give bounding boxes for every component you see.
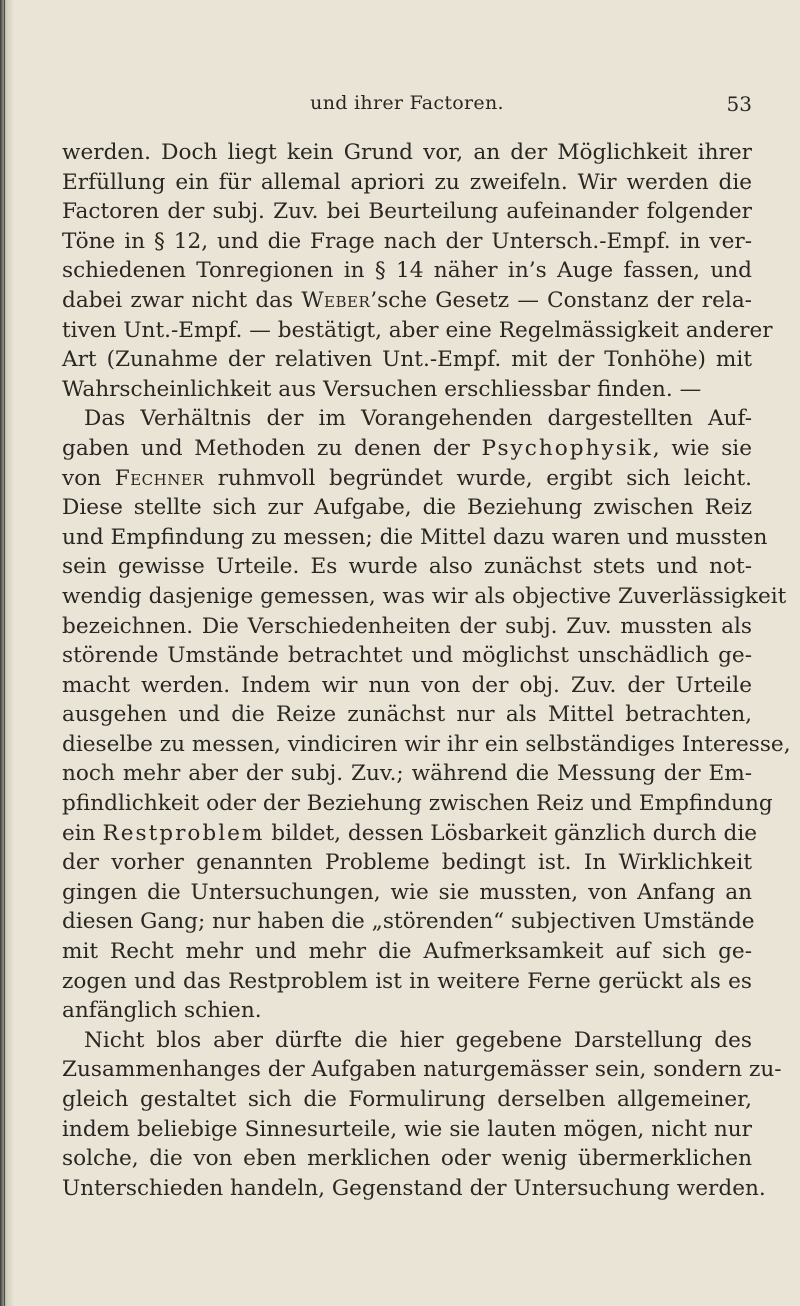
text-line: Factoren der subj. Zuv. bei Beurteilung aufeinander folgender	[62, 199, 752, 225]
text-line: sein gewisse Urteile. Es wurde also zunächst stets und not-	[62, 554, 752, 580]
text-line: und Empfindung zu messen; die Mittel dazu waren und mussten	[62, 524, 768, 550]
page-header	[62, 92, 752, 118]
text-line: indem beliebige Sinnesurteile, wie sie lauten mögen, nicht nur	[62, 1116, 752, 1142]
text-line: schiedenen Tonregionen in § 14 näher in’s Auge fassen, und	[62, 258, 752, 284]
text-line: ausgehen und die Reize zunächst nur als Mittel betrachten,	[62, 702, 752, 728]
text-line: tiven Unt.-Empf. — bestätigt, aber eine Regelmässigkeit anderer	[62, 317, 773, 343]
text-fragment: gaben und Methoden zu denen der	[62, 435, 482, 461]
text-line: Zusammenhanges der Aufgaben naturgemässer sein, sondern zu-	[62, 1057, 782, 1083]
text-fragment: von	[62, 465, 115, 491]
term-psychophysik: Psychophysik	[481, 435, 653, 461]
text-fragment: dabei zwar nicht das	[62, 287, 302, 313]
body-text	[62, 138, 791, 1203]
text-line: werden. Doch liegt kein Grund vor, an der Möglichkeit ihrer	[62, 140, 752, 165]
text-line: solche, die von eben merklichen oder wenig übermerklichen	[62, 1146, 752, 1172]
text-line: gingen die Untersuchungen, wie sie mussten, von Anfang an	[62, 879, 752, 905]
text-fragment: , wie sie	[652, 435, 752, 461]
name-weber: Weber	[301, 287, 371, 313]
text-line: noch mehr aber der subj. Zuv.; während die Messung der Em-	[62, 761, 752, 787]
text-line: Diese stellte sich zur Aufgabe, die Beziehung zwischen Reiz	[62, 495, 752, 521]
text-fragment: ein	[62, 820, 103, 846]
text-line: störende Umstände betrachtet und möglichst unschädlich ge-	[62, 643, 752, 669]
text-line: Art (Zunahme der relativen Unt.-Empf. mit der Tonhöhe) mit	[62, 347, 752, 373]
text-line	[62, 464, 752, 494]
text-line	[62, 434, 752, 464]
text-line: wendig dasjenige gemessen, was wir als objective Zuverlässigkeit	[62, 583, 787, 609]
text-line: bezeichnen. Die Verschiedenheiten der subj. Zuv. mussten als	[62, 613, 752, 639]
text-fragment: ’sche Gesetz — Constanz der rela-	[370, 287, 752, 313]
text-line: diesen Gang; nur haben die „störenden“ subjectiven Umstände	[62, 909, 755, 935]
text-line: gleich gestaltet sich die Formulirung derselben allgemeiner,	[62, 1087, 752, 1112]
page-binding-edge	[0, 0, 14, 1306]
text-line: Wahrscheinlichkeit aus Versuchen erschliessbar finden. —	[62, 376, 702, 402]
text-line: Das Verhältnis der im Vorangehenden dargestellten Auf-	[84, 406, 752, 432]
text-line: dieselbe zu messen, vindiciren wir ihr ein selbständiges Interesse,	[62, 731, 791, 757]
text-fragment: bildet, dessen Lösbarkeit gänzlich durch die	[264, 820, 758, 846]
text-line	[62, 819, 758, 849]
running-title: und ihrer Factoren.	[310, 92, 504, 114]
text-line: macht werden. Indem wir nun von der obj. Zuv. der Urteile	[62, 672, 752, 698]
page-number: 53	[726, 92, 752, 116]
text-line: mit Recht mehr und mehr die Aufmerksamkeit auf sich ge-	[62, 939, 752, 965]
text-line: anfänglich schien.	[62, 998, 262, 1024]
text-line	[62, 286, 752, 316]
text-line: Erfüllung ein für allemal apriori zu zweifeln. Wir werden die	[62, 169, 752, 195]
text-line: pfindlichkeit oder der Beziehung zwischen Reiz und Empfindung	[62, 791, 773, 817]
text-line: zogen und das Restproblem ist in weitere Ferne gerückt als es	[62, 968, 752, 994]
name-fechner: Fechner	[114, 465, 205, 491]
text-fragment: ruhmvoll begründet wurde, ergibt sich leicht.	[204, 465, 752, 491]
text-line: Töne in § 12, und die Frage nach der Untersch.-Empf. in ver-	[62, 228, 752, 254]
text-line: der vorher genannten Probleme bedingt ist. In Wirklichkeit	[62, 850, 752, 876]
page-binding-line	[4, 0, 5, 1306]
term-restproblem: Restproblem	[102, 820, 265, 846]
text-line: Nicht blos aber dürfte die hier gegebene Darstellung des	[84, 1027, 752, 1053]
text-line: Unterschieden handeln, Gegenstand der Untersuchung werden.	[62, 1175, 766, 1201]
